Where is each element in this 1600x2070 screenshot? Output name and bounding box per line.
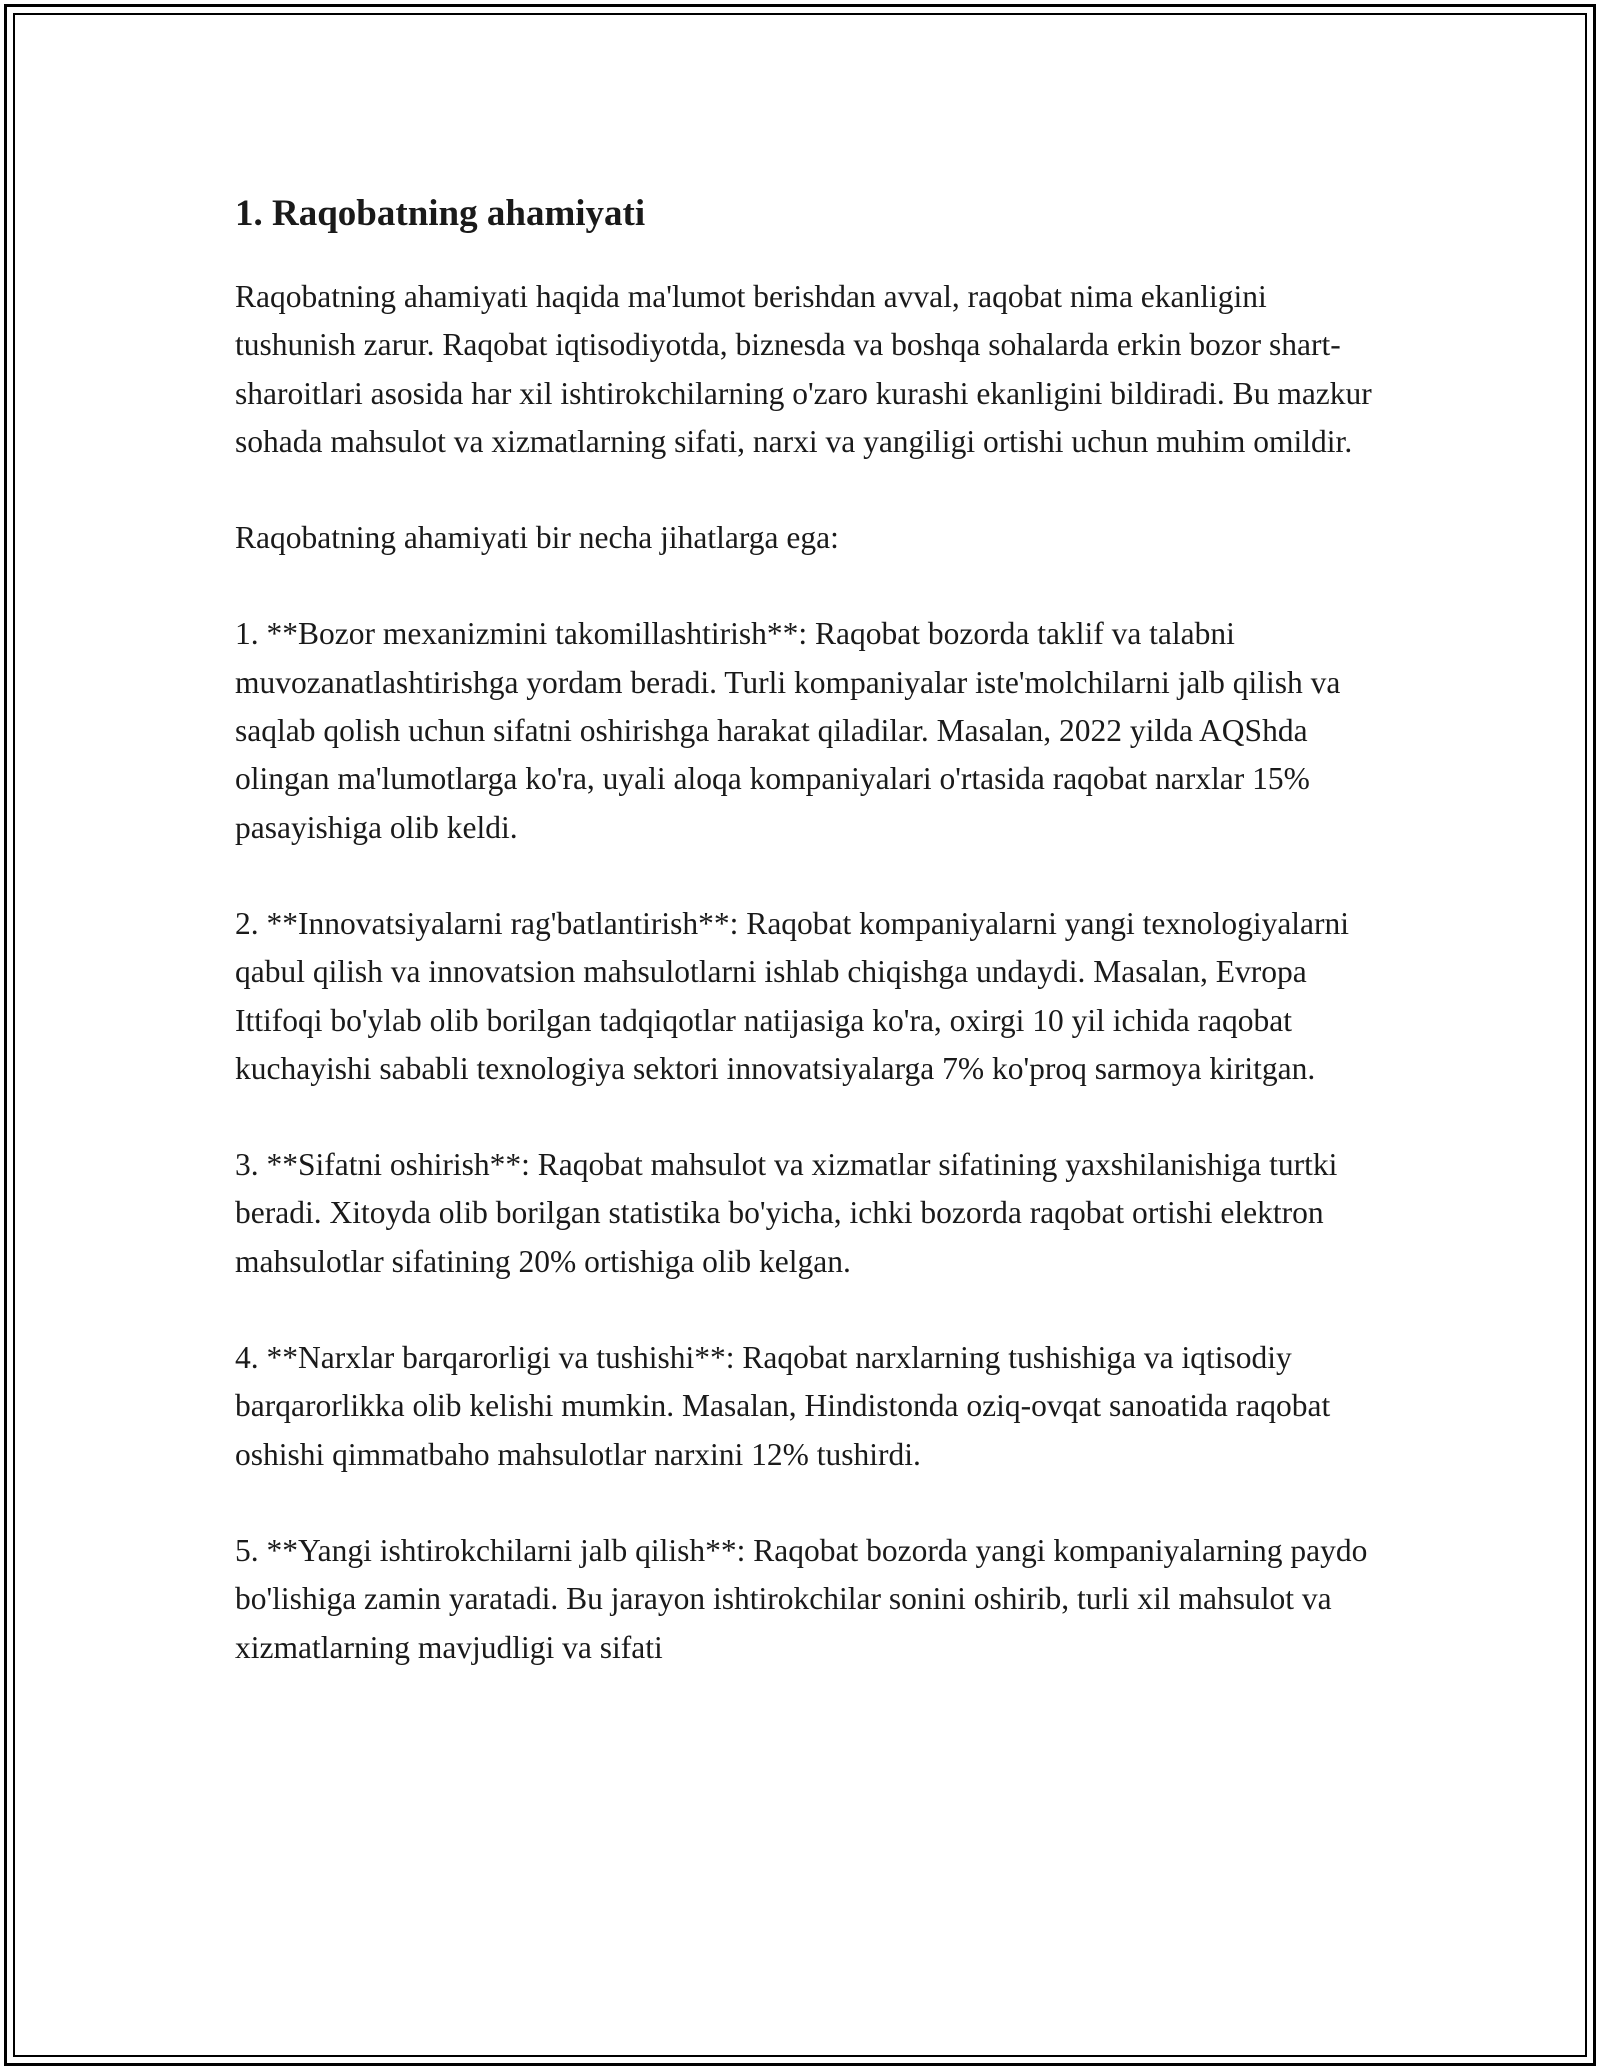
section-heading: 1. Raqobatning ahamiyati <box>235 193 646 234</box>
aspects-lead-paragraph: Raqobatning ahamiyati bir necha jihatlarga ega: <box>235 520 839 556</box>
document-body <box>235 186 1380 1672</box>
aspect-1-paragraph: 1. **Bozor mexanizmini takomillashtirish**: Raqobat bozorda taklif va talabni muvozanatlashtirishga yordam beradi. Turli kompaniyalar iste'molchilarni jalb qilish va saqlab qolish uchun sifatni oshirishga harakat qiladilar. Masalan, 2022 yilda AQShda olingan ma'lumotlarga ko'ra, uyali aloqa kompaniyalari o'rtasida raqobat narxlar 15% pasayishiga olib keldi. <box>235 616 1341 845</box>
aspect-2-paragraph: 2. **Innovatsiyalarni rag'batlantirish**: Raqobat kompaniyalarni yangi texnologiyalarni qabul qilish va innovatsion mahsulotlarni ishlab chiqishga undaydi. Masalan, Evropa Ittifoqi bo'ylab olib borilgan tadqiqotlar natijasiga ko'ra, oxirgi 10 yil ichida raqobat kuchayishi sababli texnologiya sektori innovatsiyalarga 7% ko'proq sarmoya kiritgan. <box>235 905 1350 1086</box>
aspect-4-paragraph: 4. **Narxlar barqarorligi va tushishi**: Raqobat narxlarning tushishiga va iqtisodiy barqarorlikka olib kelishi mumkin. Masalan, Hindistonda oziq-ovqat sanoatida raqobat oshishi qimmatbaho mahsulotlar narxini 12% tushirdi. <box>235 1340 1331 1472</box>
intro-paragraph: Raqobatning ahamiyati haqida ma'lumot berishdan avval, raqobat nima ekanligini tushunish zarur. Raqobat iqtisodiyotda, biznesda va boshqa sohalarda erkin bozor shart-sharoitlari asosida har xil ishtirokchilarning o'zaro kurashi ekanligini bildiradi. Bu mazkur sohada mahsulot va xizmatlarning sifati, narxi va yangiligi ortishi uchun muhim omildir. <box>235 279 1372 459</box>
aspect-3-paragraph: 3. **Sifatni oshirish**: Raqobat mahsulot va xizmatlar sifatining yaxshilanishiga turtki beradi. Xitoyda olib borilgan statistika bo'yicha, ichki bozorda raqobat ortishi elektron mahsulotlar sifatining 20% ortishiga olib kelgan. <box>235 1147 1338 1279</box>
aspect-5-paragraph: 5. **Yangi ishtirokchilarni jalb qilish**: Raqobat bozorda yangi kompaniyalarning paydo bo'lishiga zamin yaratadi. Bu jarayon ishtirokchilar sonini oshirib, turli xil mahsulot va xizmatlarning mavjudligi va sifati <box>235 1532 1368 1665</box>
